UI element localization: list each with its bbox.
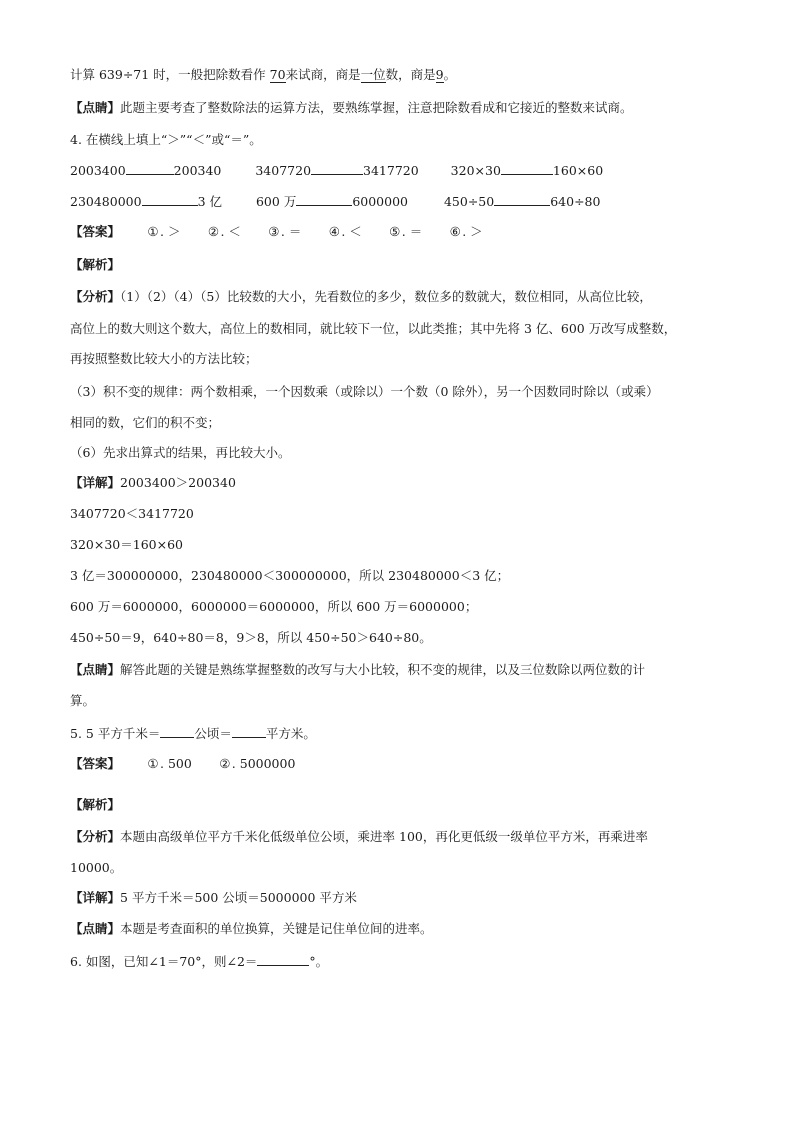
fenxi-line: （3）积不变的规律：两个数相乘，一个因数乘（或除以）一个数（0 除外），另一个因数同时除以（或乘） [70,384,659,399]
sentence-text: 。 [443,67,457,82]
compare-left: 2003400 [70,163,126,178]
xiangjie-line: 320×30＝160×60 [70,537,183,552]
fenxi-line: 高位上的数大则这个数大，高位上的数相同，就比较下一位，以此类推；其中先将 3 亿、600 万改写成整数， [70,321,677,336]
answer-number: ② [219,756,231,771]
answer-blank[interactable] [296,192,352,206]
question-text: 6. 如图，已知∠1＝70°，则∠2＝ [70,954,258,969]
answer-number: ① [147,756,159,771]
xiangjie-line: 3 亿＝300000000，230480000＜300000000，所以 230480000＜3 亿； [70,568,510,583]
xiangjie-tag: 【详解】 [70,475,121,490]
answer-value: . ＜ [220,224,241,239]
answer-value: . ＞ [160,224,181,239]
answer-value: . ＝ [280,224,302,239]
answer-item [448,223,482,241]
compare-left: 450÷50 [443,194,495,209]
xiangjie-line: 600 万＝6000000，6000000＝6000000，所以 600 万＝6000000； [70,599,478,614]
jiexi-tag: 【解析】 [70,797,121,812]
answer-blank[interactable] [126,161,174,175]
compare-left: 230480000 [70,194,142,209]
answer-tag: 【答案】 [70,224,121,239]
compare-left: 3407720 [255,163,312,178]
fenxi-line: 相同的数，它们的积不变； [70,415,221,430]
fenxi-line: （6）先求出算式的结果，再比较大小。 [70,445,291,460]
underlined-answer: 一位 [360,67,386,82]
underlined-answer: 70 [269,67,286,82]
fenxi-line: 10000。 [70,860,123,875]
answer-value: . ＝ [401,224,423,239]
q4-row-2 [70,192,600,211]
jiexi-tag: 【解析】 [70,257,121,272]
dianjing-paragraph [70,99,633,117]
compare-right: 160×60 [552,163,604,178]
xiangjie-text: 5 平方千米＝500 公顷＝5000000 平方米 [120,890,357,905]
answer-item [146,755,192,773]
answer-number: ⑥ [449,224,461,239]
answer-item [388,223,422,241]
question-text: 公顷＝ [194,726,232,741]
q4-answer [70,223,483,241]
xiangjie-line [70,889,357,907]
answer-item [327,223,361,241]
dianjing-text: 本题是考查面积的单位换算，关键是记住单位间的进率。 [120,921,433,936]
fenxi-tag: 【分析】 [70,829,121,844]
xiangjie-line: 450÷50＝9，640÷80＝8，9＞8，所以 450÷50＞640÷80。 [70,630,432,645]
underlined-answer: 9 [435,67,444,82]
compare-right: 6000000 [352,194,408,209]
question-text: 平方米。 [265,726,316,741]
answer-blank[interactable] [494,192,550,206]
xiangjie-line: 3407720＜3417720 [70,506,194,521]
calc-sentence [70,66,456,84]
xiangjie-text: 2003400＞200340 [120,475,236,490]
answer-number: ⑤ [389,224,401,239]
xiangjie-line [70,474,236,492]
fenxi-line: 再按照整数比较大小的方法比较； [70,351,258,366]
answer-number: ④ [328,224,340,239]
xiangjie-tag: 【详解】 [70,890,121,905]
answer-blank[interactable] [257,952,309,966]
q4-row-1 [70,161,603,180]
question-6-title [70,952,328,971]
answer-item [218,755,296,773]
answer-blank[interactable] [311,161,363,175]
dianjing-tag: 【点睛】 [70,662,121,677]
dianjing-tag: 【点睛】 [70,921,121,936]
compare-right: 3 亿 [197,194,223,209]
fenxi-text: （1）（2）（4）（5）比较数的大小，先看数位的多少，数位多的数就大，数位相同，从高位比较， [120,289,652,304]
compare-left: 320×30 [450,163,501,178]
sentence-text: 数，商是 [385,67,436,82]
answer-blank[interactable] [160,724,194,738]
answer-value: . 500 [160,756,192,771]
answer-item [146,223,180,241]
question-4-title: 4. 在横线上填上“＞”“＜”或“＝”。 [70,132,262,147]
answer-blank[interactable] [232,724,266,738]
dianjing-text: 此题主要考查了整数除法的运算方法，要熟练掌握，注意把除数看成和它接近的整数来试商。 [120,100,633,115]
answer-value: . ＞ [462,224,483,239]
dianjing-tag: 【点睛】 [70,100,121,115]
answer-value: . 5000000 [231,756,296,771]
dianjing-line: 算。 [70,693,96,708]
answer-item [206,223,240,241]
fenxi-line [70,288,652,306]
answer-tag: 【答案】 [70,756,121,771]
compare-right: 640÷80 [550,194,601,209]
fenxi-tag: 【分析】 [70,289,121,304]
question-text: 5. 5 平方千米＝ [70,726,161,741]
sentence-text: 来试商，商是 [285,67,361,82]
dianjing-line [70,661,645,679]
compare-left: 600 万 [255,194,297,209]
compare-right: 3417720 [363,163,419,178]
answer-blank[interactable] [501,161,553,175]
question-text: °。 [309,954,329,969]
dianjing-line [70,920,433,938]
answer-blank[interactable] [142,192,198,206]
sentence-text: 计算 639÷71 时，一般把除数看作 [70,67,266,82]
answer-number: ③ [268,224,280,239]
dianjing-text: 解答此题的关键是熟练掌握整数的改写与大小比较，积不变的规律，以及三位数除以两位数的计 [120,662,646,677]
answer-number: ② [207,224,220,239]
question-5-title [70,724,316,743]
answer-item [267,223,301,241]
fenxi-line [70,828,648,846]
compare-right: 200340 [173,163,222,178]
answer-number: ① [147,224,159,239]
q5-answer [70,755,295,773]
answer-value: . ＜ [341,224,362,239]
fenxi-text: 本题由高级单位平方千米化低级单位公顷，乘进率 100，再化更低级一级单位平方米，再乘进率 [120,829,648,844]
